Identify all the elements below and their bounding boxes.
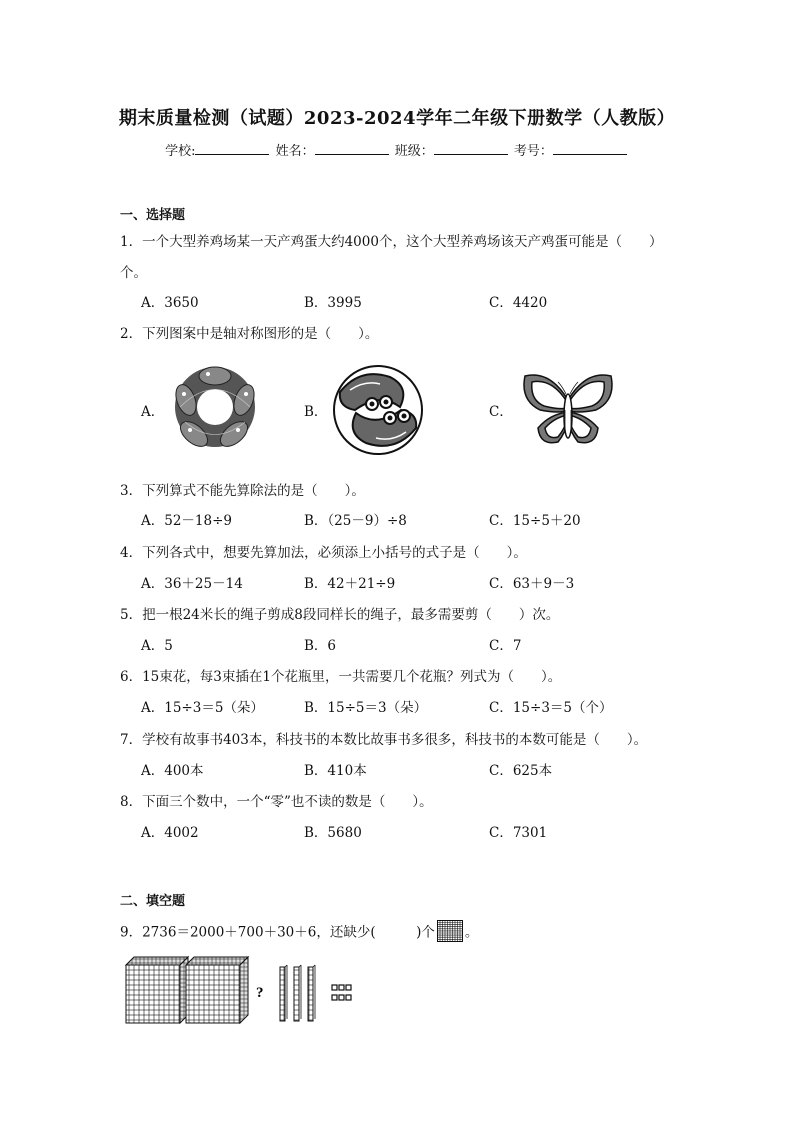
- option-b[interactable]: B．410本: [304, 763, 367, 779]
- option-c[interactable]: C．625本: [489, 763, 553, 779]
- twin-fish-image[interactable]: [330, 362, 426, 458]
- name-label: 姓名：: [275, 144, 315, 159]
- question-1: 1．一个大型养鸡场某一天产鸡蛋大约4000个，这个大型养鸡场该天产鸡蛋可能是（ ）: [120, 234, 663, 250]
- option-a[interactable]: A．: [141, 404, 165, 420]
- option-b[interactable]: B．（25－9）÷8: [304, 513, 407, 529]
- butterfly-image[interactable]: [520, 370, 616, 452]
- option-a[interactable]: A．4002: [141, 825, 199, 841]
- fish-ring-image[interactable]: [170, 362, 260, 452]
- option-a[interactable]: A．5: [141, 638, 173, 654]
- question-9: [120, 920, 478, 946]
- option-b[interactable]: B．42＋21÷9: [304, 576, 396, 592]
- option-a[interactable]: A．15÷3＝5（朵）: [141, 700, 264, 716]
- option-b[interactable]: B．5680: [304, 825, 362, 841]
- school-label: 学校:: [165, 144, 196, 159]
- question-4: 4．下列各式中，想要先算加法，必须添上小括号的式子是（ ）。: [120, 545, 527, 561]
- hundred-grid-icon: [437, 920, 463, 946]
- question-1-options: [141, 291, 701, 309]
- student-info-line: [0, 140, 794, 159]
- place-value-blocks: [124, 955, 374, 1027]
- page-title: 期末质量检测（试题）2023-2024学年二年级下册数学（人教版）: [118, 108, 676, 129]
- name-blank[interactable]: [315, 142, 389, 155]
- question-1-cont: 个。: [120, 265, 147, 281]
- option-a[interactable]: A．36＋25－14: [141, 576, 243, 592]
- exam-no-label: 考号：: [513, 144, 553, 159]
- question-3-options: [141, 509, 701, 527]
- thousand-cube: [186, 957, 248, 1023]
- option-b[interactable]: B．3995: [304, 295, 362, 311]
- question-3: 3．下列算式不能先算除法的是（ ）。: [120, 483, 365, 499]
- option-c[interactable]: C．7: [489, 638, 522, 654]
- question-2: 2．下列图案中是轴对称图形的是（ ）。: [120, 326, 379, 342]
- option-b[interactable]: B．15÷5＝3（朵）: [304, 700, 428, 716]
- question-9-end: 。: [464, 924, 479, 941]
- option-c[interactable]: C．4420: [489, 295, 548, 311]
- question-8-options: [141, 821, 701, 839]
- exam-no-blank[interactable]: [553, 142, 627, 155]
- question-mark: ?: [256, 985, 264, 1001]
- section-fill-title: 二、填空题: [120, 894, 186, 909]
- option-c[interactable]: C．: [489, 404, 513, 420]
- option-c[interactable]: C．15÷5＋20: [489, 513, 581, 529]
- question-6: 6．15束花，每3束插在1个花瓶里，一共需要几个花瓶？列式为（ ）。: [120, 669, 562, 685]
- section-choice-title: 一、选择题: [120, 208, 186, 223]
- unit-cubes: [332, 985, 351, 1000]
- question-8: 8．下面三个数中，一个“零”也不读的数是（ ）。: [120, 794, 433, 810]
- option-c[interactable]: C．63＋9－3: [489, 576, 575, 592]
- option-b[interactable]: B．: [304, 404, 328, 420]
- question-4-options: [141, 572, 701, 590]
- option-a[interactable]: A．52－18÷9: [141, 513, 233, 529]
- question-7: 7．学校有故事书403本，科技书的本数比故事书多很多，科技书的本数可能是（ ）。: [120, 732, 648, 748]
- class-label: 班级：: [394, 144, 434, 159]
- question-7-options: [141, 759, 701, 777]
- school-blank[interactable]: [195, 142, 269, 155]
- question-9-text: 9．2736＝2000＋700＋30＋6，还缺少( )个: [120, 924, 435, 941]
- ten-rods: [280, 967, 313, 1021]
- option-b[interactable]: B．6: [304, 638, 337, 654]
- class-blank[interactable]: [434, 142, 508, 155]
- option-a[interactable]: A．400本: [141, 763, 204, 779]
- option-c[interactable]: C．15÷3＝5（个）: [489, 700, 613, 716]
- question-5-options: [141, 634, 701, 652]
- option-c[interactable]: C．7301: [489, 825, 548, 841]
- question-6-options: [141, 696, 701, 714]
- option-a[interactable]: A．3650: [141, 295, 199, 311]
- question-5: 5．把一根24米长的绳子剪成8段同样长的绳子，最多需要剪（ ）次。: [120, 607, 560, 623]
- thousand-cube: [126, 957, 188, 1023]
